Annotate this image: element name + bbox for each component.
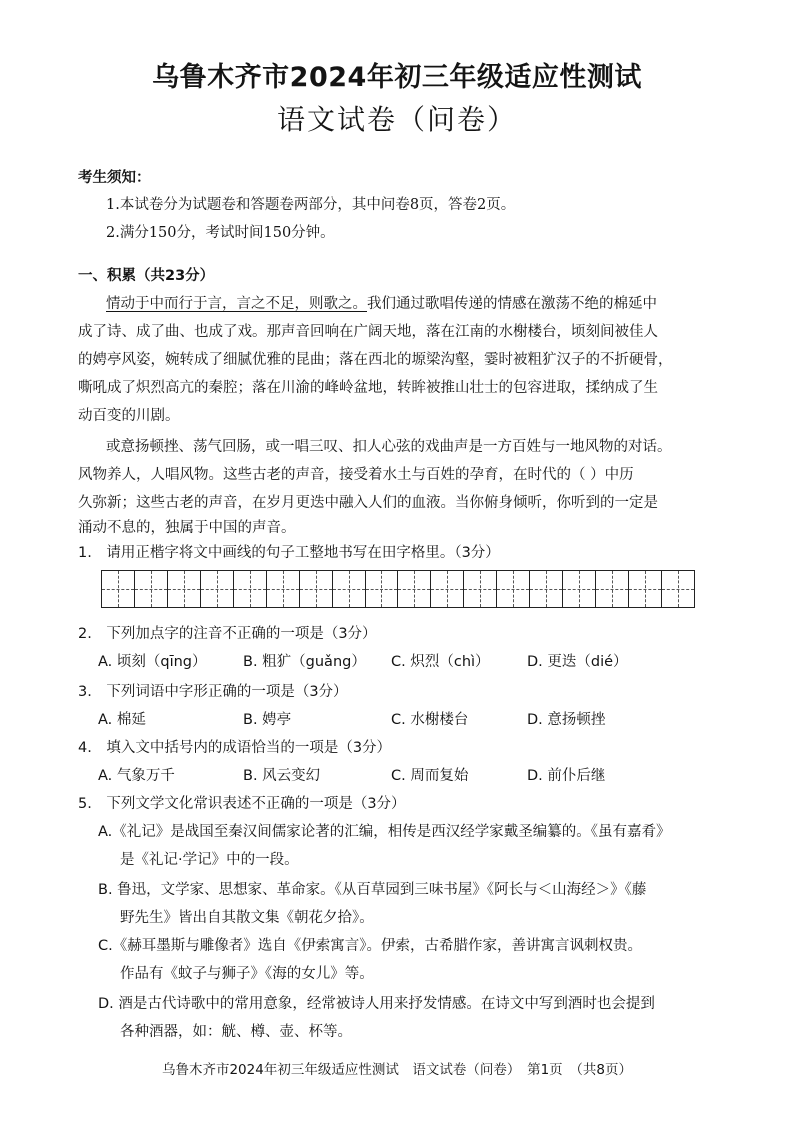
grid-cell[interactable]: [366, 571, 399, 607]
question-5-stem: 5. 下列文学文化常识表述不正确的一项是（3分）: [78, 796, 406, 812]
q4-option-b[interactable]: B. 风云变幻: [243, 768, 321, 784]
q5-option-c-cont: 作品有《蚊子与狮子》《海的女儿》等。: [120, 966, 374, 982]
page-footer: 乌鲁木齐市2024年初三年级适应性测试 语文试卷（问卷） 第1页 （共8页）: [161, 1062, 633, 1078]
grid-cell[interactable]: [464, 571, 497, 607]
passage-line: 涌动不息的，独属于中国的声音。: [78, 520, 296, 536]
passage-line: 嘶吼成了炽烈高亢的秦腔；落在川渝的峰岭盆地，转眸被推山壮士的包容进取，揉纳成了生: [78, 380, 658, 396]
q4-option-c[interactable]: C. 周而复始: [391, 768, 469, 784]
notice-item-1: 1.本试卷分为试题卷和答题卷两部分，其中问卷8页，答卷2页。: [106, 197, 516, 213]
question-2-stem: 2. 下列加点字的注音不正确的一项是（3分）: [78, 626, 377, 642]
grid-cell[interactable]: [135, 571, 168, 607]
q2-option-d[interactable]: D. 更迭（dié）: [527, 654, 628, 670]
grid-cell[interactable]: [201, 571, 234, 607]
grid-cell[interactable]: [168, 571, 201, 607]
passage-line: 情动于中而行于言，言之不足，则歌之。我们通过歌唱传递的情感在激荡不绝的棉延中: [106, 296, 657, 312]
grid-cell[interactable]: [300, 571, 333, 607]
passage-line: 或意扬顿挫、荡气回肠，或一唱三叹、扣人心弦的戏曲声是一方百姓与一地风物的对话。: [106, 439, 672, 455]
q5-option-b[interactable]: B. 鲁迅，文学家、思想家、革命家。《从百草园到三味书屋》《阿长与＜山海经＞》《藤: [98, 882, 647, 898]
q3-option-b[interactable]: B. 娉亭: [243, 712, 292, 728]
grid-cell[interactable]: [102, 571, 135, 607]
question-4-stem: 4. 填入文中括号内的成语恰当的一项是（3分）: [78, 740, 392, 756]
q5-option-b-cont: 野先生》皆出自其散文集《朝花夕拾》。: [120, 910, 374, 926]
q5-option-c[interactable]: C.《赫耳墨斯与雕像者》选自《伊索寓言》。伊索，古希腊作家，善讲寓言讽刺权贵。: [98, 938, 642, 954]
q3-option-d[interactable]: D. 意扬顿挫: [527, 712, 606, 728]
section-heading: 一、积累（共23分）: [78, 268, 215, 284]
q4-option-a[interactable]: A. 气象万千: [98, 768, 175, 784]
passage-line: 风物养人，人唱风物。这些古老的声音，接受着水土与百姓的孕育，在时代的（ ）中历: [78, 467, 634, 483]
grid-cell[interactable]: [333, 571, 366, 607]
grid-cell[interactable]: [497, 571, 530, 607]
exam-subtitle: 语文试卷（问卷）: [276, 103, 517, 136]
q5-option-d-cont: 各种酒器，如：觥、樽、壶、杯等。: [120, 1024, 352, 1040]
passage-line: 成了诗、成了曲、也成了戏。那声音回响在广阔天地，落在江南的水榭楼台，顷刻间被佳人: [78, 324, 658, 340]
q3-option-c[interactable]: C. 水榭楼台: [391, 712, 469, 728]
passage-line: 的娉亭风姿，婉转成了细腻优雅的昆曲；落在西北的塬梁沟壑，霎时被粗犷汉子的不折硬骨，: [78, 352, 673, 368]
question-1-stem: 1. 请用正楷字将文中画线的句子工整地书写在田字格里。（3分）: [78, 545, 500, 561]
passage-line: 动百变的川剧。: [78, 408, 180, 424]
q4-option-d[interactable]: D. 前仆后继: [527, 768, 606, 784]
underlined-sentence: 情动于中而行于言，言之不足，则歌之。: [106, 296, 367, 312]
q2-option-c[interactable]: C. 炽烈（chì）: [391, 654, 490, 670]
notice-heading: 考生须知：: [78, 170, 151, 186]
exam-title: 乌鲁木齐市2024年初三年级适应性测试: [152, 62, 642, 93]
q5-option-d[interactable]: D. 酒是古代诗歌中的常用意象，经常被诗人用来抒发情感。在诗文中写到酒时也会提到: [98, 996, 655, 1012]
notice-item-2: 2.满分150分，考试时间150分钟。: [106, 225, 335, 241]
q3-option-a[interactable]: A. 棉延: [98, 712, 146, 728]
grid-cell[interactable]: [530, 571, 563, 607]
grid-cell[interactable]: [629, 571, 662, 607]
question-3-stem: 3. 下列词语中字形正确的一项是（3分）: [78, 684, 348, 700]
grid-cell[interactable]: [398, 571, 431, 607]
q2-option-b[interactable]: B. 粗犷（guǎng）: [243, 654, 366, 670]
tianzige-writing-grid[interactable]: [101, 570, 695, 608]
grid-cell[interactable]: [596, 571, 629, 607]
q5-option-a[interactable]: A.《礼记》是战国至秦汉间儒家论著的汇编，相传是西汉经学家戴圣编纂的。《虽有嘉肴》: [98, 824, 671, 840]
grid-cell[interactable]: [267, 571, 300, 607]
grid-cell[interactable]: [662, 571, 694, 607]
grid-cell[interactable]: [234, 571, 267, 607]
grid-cell[interactable]: [563, 571, 596, 607]
grid-cell[interactable]: [431, 571, 464, 607]
q5-option-a-cont: 是《礼记·学记》中的一段。: [120, 852, 299, 868]
q2-option-a[interactable]: A. 顷刻（qīng）: [98, 654, 207, 670]
passage-line: 久弥新；这些古老的声音，在岁月更迭中融入人们的血液。当你俯身倾听，你听到的一定是: [78, 495, 658, 511]
